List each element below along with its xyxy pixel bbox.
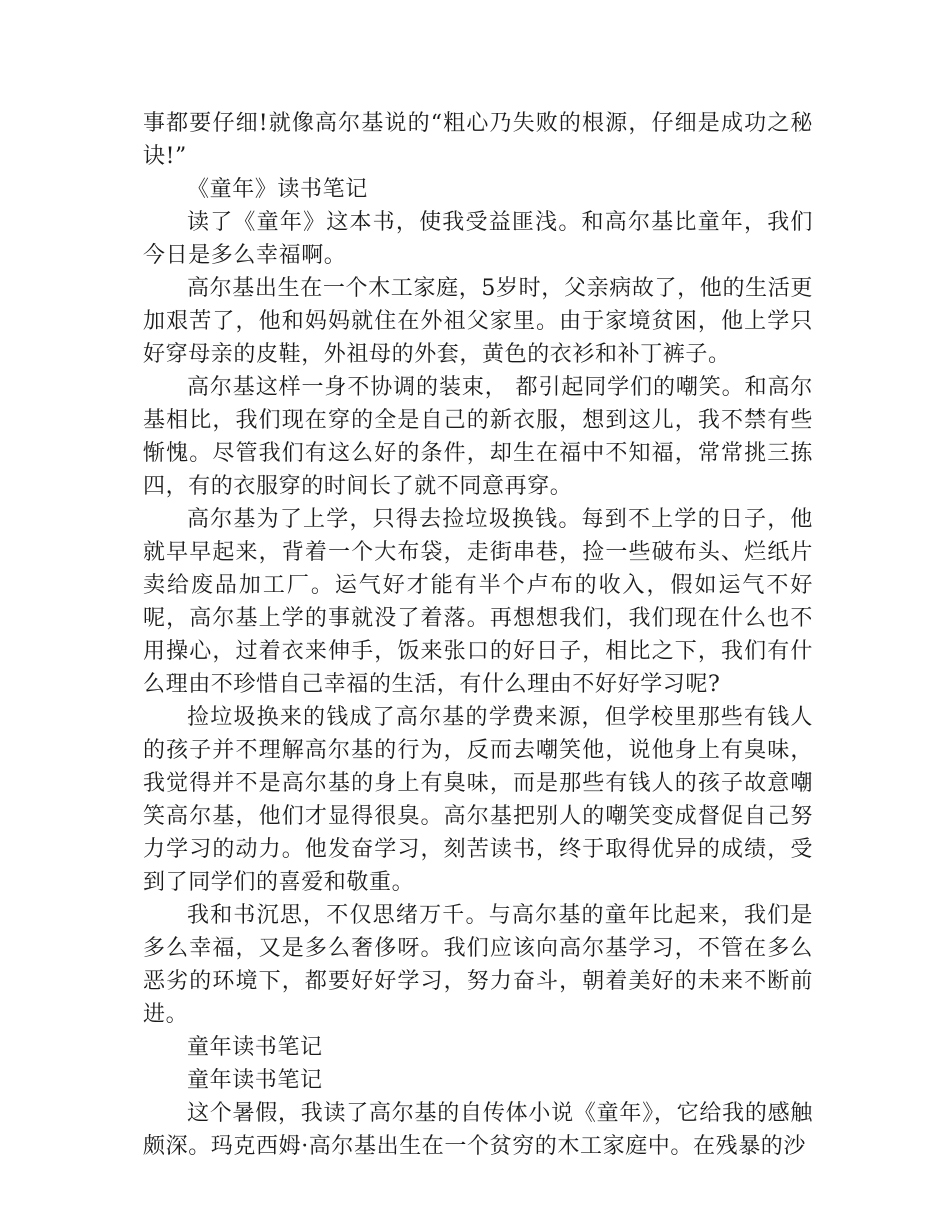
paragraph: 高尔基这样一身不协调的装束， 都引起同学们的嘲笑。和高尔基相比，我们现在穿的全是自己的新衣服，想到这儿，我不禁有些惭愧。尽管我们有这么好的条件，却生在福中不知福，常常挑三拣四，有的衣服穿的时间长了就不同意再穿。 [143, 375, 813, 499]
paragraph: 我和书沉思，不仅思绪万千。与高尔基的童年比起来，我们是多么幸福，又是多么奢侈呀。我们应该向高尔基学习，不管在多么恶劣的环境下，都要好好学习，努力奋斗，朝着美好的未来不断前进。 [143, 903, 813, 1027]
paragraph-continued: 事都要仔细!就像高尔基说的“粗心乃失败的根源，仔细是成功之秘诀!” [143, 111, 813, 169]
section-heading: 童年读书笔记 [187, 1068, 323, 1093]
paragraph: 读了《童年》这本书，使我受益匪浅。和高尔基比童年，我们今日是多么幸福啊。 [143, 210, 813, 268]
paragraph: 这个暑假，我读了高尔基的自传体小说《童年》，它给我的感触颇深。玛克西姆·高尔基出生在一个贫穷的木工家庭中。在残暴的沙 [143, 1101, 813, 1159]
paragraph: 高尔基为了上学，只得去捡垃圾换钱。每到不上学的日子，他就早早起来，背着一个大布袋，走街串巷，捡一些破布头、烂纸片卖给废品加工厂。运气好才能有半个卢布的收入，假如运气不好呢，高尔基上学的事就没了着落。再想想我们，我们现在什么也不用操心，过着衣来伸手，饭来张口的好日子，相比之下，我们有什么理由不珍惜自己幸福的生活，有什么理由不好好学习呢? [143, 507, 813, 697]
section-heading: 童年读书笔记 [187, 1035, 323, 1060]
paragraph: 高尔基出生在一个木工家庭，5岁时，父亲病故了，他的生活更加艰苦了，他和妈妈就住在外祖父家里。由于家境贫困，他上学只好穿母亲的皮鞋，外祖母的外套，黄色的衣衫和补丁裤子。 [143, 276, 813, 367]
document-body [143, 107, 813, 1163]
paragraph: 捡垃圾换来的钱成了高尔基的学费来源，但学校里那些有钱人的孩子并不理解高尔基的行为，反而去嘲笑他，说他身上有臭味，我觉得并不是高尔基的身上有臭味，而是那些有钱人的孩子故意嘲笑高尔基，他们才显得很臭。高尔基把别人的嘲笑变成督促自己努力学习的动力。他发奋学习，刻苦读书，终于取得优异的成绩，受到了同学们的喜爱和敬重。 [143, 705, 813, 895]
section-heading-tongnian-notes: 《童年》读书笔记 [187, 177, 368, 202]
